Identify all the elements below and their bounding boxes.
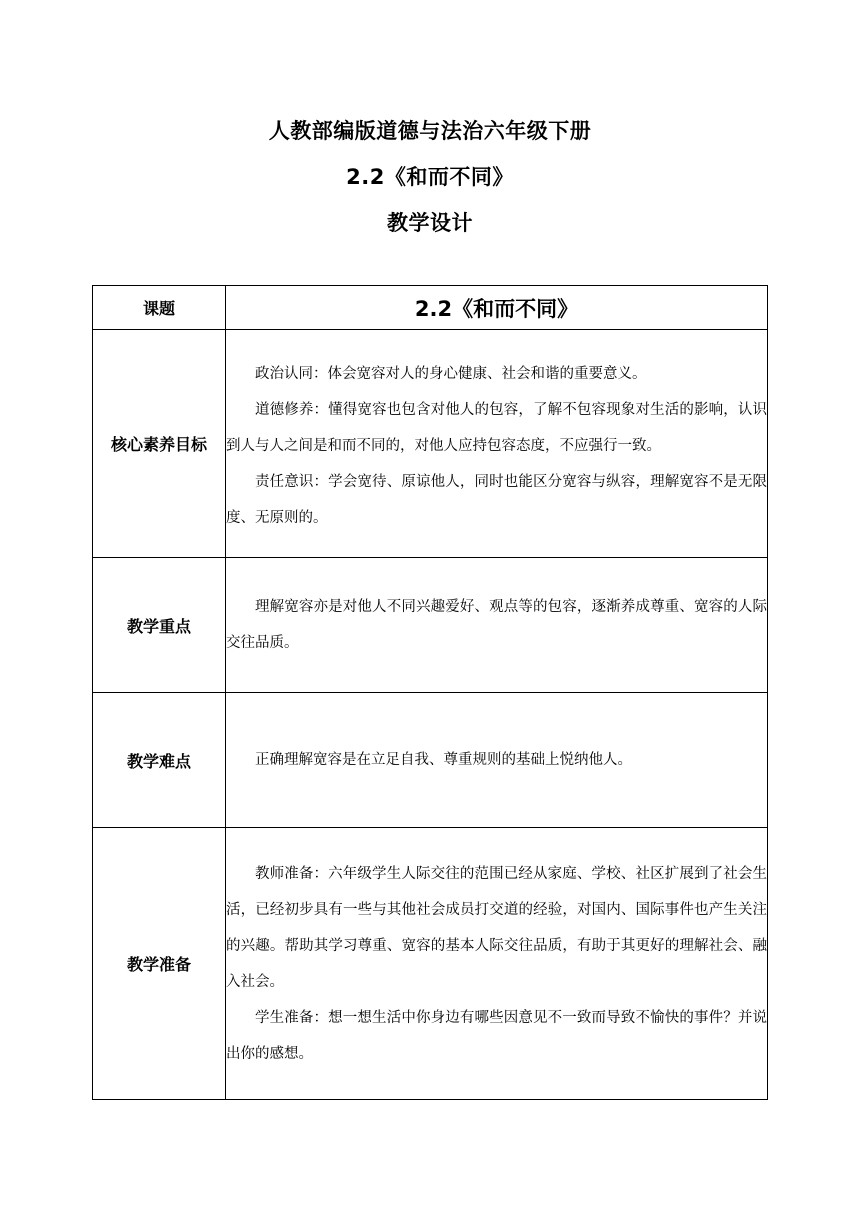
student-preparation: 学生准备：想一想生活中你身边有哪些因意见不一致而导致不愉快的事件？并说出你的感想。 xyxy=(226,1009,767,1062)
core-goal-responsibility: 责任意识：学会宽待、原谅他人，同时也能区分宽容与纵容，理解宽容不是无限度、无原则的。 xyxy=(226,473,767,526)
document-title: 人教部编版道德与法治六年级下册 xyxy=(268,119,592,143)
document-header xyxy=(0,108,860,246)
table-row-difficult-points xyxy=(93,693,768,828)
difficult-points-label: 教学难点 xyxy=(93,693,226,828)
table-row-preparation xyxy=(93,828,768,1100)
key-points-label: 教学重点 xyxy=(93,558,226,693)
document-subtitle: 教学设计 xyxy=(387,211,473,235)
preparation-content xyxy=(226,828,768,1100)
key-point-text: 理解宽容亦是对他人不同兴趣爱好、观点等的包容，逐渐养成尊重、宽容的人际交往品质。 xyxy=(226,599,767,651)
table-row-key-points xyxy=(93,558,768,693)
topic-label: 课题 xyxy=(93,286,226,330)
core-goal-political: 政治认同：体会宽容对人的身心健康、社会和谐的重要意义。 xyxy=(255,365,647,382)
table-row-topic xyxy=(93,286,768,330)
core-goals-label: 核心素养目标 xyxy=(93,330,226,558)
difficult-point-text: 正确理解宽容是在立足自我、尊重规则的基础上悦纳他人。 xyxy=(255,752,632,768)
core-goals-content xyxy=(226,330,768,558)
key-points-content xyxy=(226,558,768,693)
table-row-core-goals xyxy=(93,330,768,558)
lesson-title: 2.2《和而不同》 xyxy=(346,165,514,189)
difficult-points-content xyxy=(226,693,768,828)
lesson-plan-table xyxy=(92,285,768,1100)
preparation-label: 教学准备 xyxy=(93,828,226,1100)
teacher-preparation: 教师准备：六年级学生人际交往的范围已经从家庭、学校、社区扩展到了社会生活，已经初步具有一些与其他社会成员打交道的经验，对国内、国际事件也产生关注的兴趣。帮助其学习尊重、宽容的基本人际交往品质，有助于其更好的理解社会、融入社会。 xyxy=(226,865,767,990)
core-goal-moral: 道德修养：懂得宽容也包含对他人的包容，了解不包容现象对生活的影响，认识到人与人之间是和而不同的，对他人应持包容态度，不应强行一致。 xyxy=(226,401,767,454)
topic-value: 2.2《和而不同》 xyxy=(226,286,768,330)
